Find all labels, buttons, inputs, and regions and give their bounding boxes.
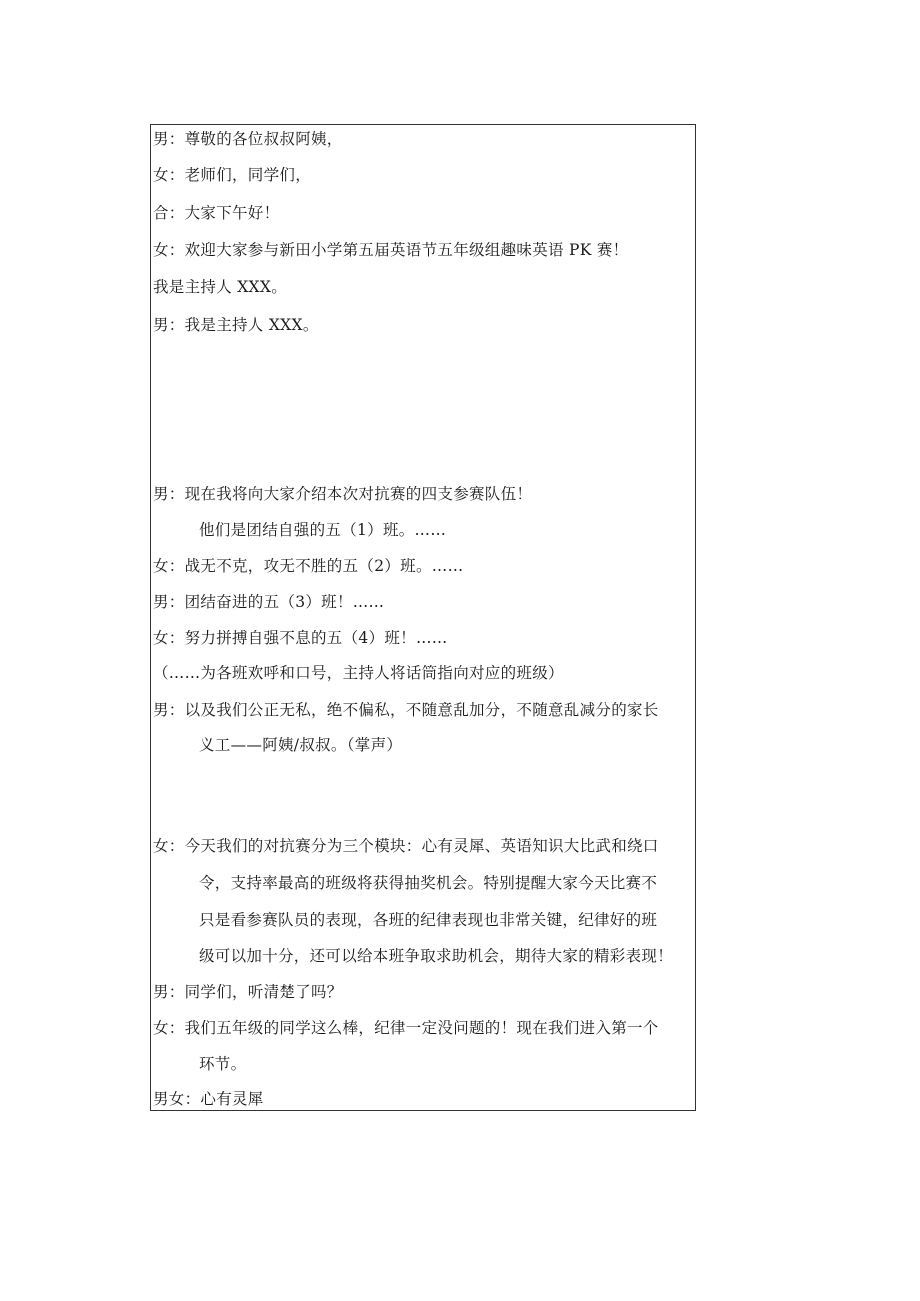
script-line: 级可以加十分，还可以给本班争取求助机会，期待大家的精彩表现！ — [199, 947, 674, 965]
script-line: 合：大家下午好！ — [153, 204, 280, 222]
script-line: 男：同学们，听清楚了吗？ — [153, 983, 343, 1001]
script-line: 女：我们五年级的同学这么棒，纪律一定没问题的！现在我们进入第一个 — [153, 1019, 659, 1037]
script-line: 男：尊敬的各位叔叔阿姨， — [153, 130, 343, 148]
script-line: 男女：心有灵犀 — [153, 1090, 264, 1108]
script-line: 男：我是主持人 XXX。 — [153, 316, 319, 334]
script-line: 我是主持人 XXX。 — [153, 278, 288, 296]
script-line: 女：今天我们的对抗赛分为三个模块：心有灵犀、英语知识大比武和绕口 — [153, 837, 659, 855]
script-table-cell — [150, 124, 696, 1111]
script-line: 女：欢迎大家参与新田小学第五届英语节五年级组趣味英语 PK 赛！ — [153, 241, 629, 259]
script-line: 只是看参赛队员的表现，各班的纪律表现也非常关键，纪律好的班 — [199, 911, 658, 929]
script-line: 女：战无不克，攻无不胜的五（2）班。…… — [153, 557, 464, 575]
script-line: 男：现在我将向大家介绍本次对抗赛的四支参赛队伍！ — [153, 485, 533, 503]
script-line: 女：努力拼搏自强不息的五（4）班！…… — [153, 629, 448, 647]
script-line: （……为各班欢呼和口号，主持人将话筒指向对应的班级） — [153, 664, 564, 682]
script-line: 义工——阿姨/叔叔。（掌声） — [199, 736, 403, 754]
script-line: 男：团结奋进的五（3）班！…… — [153, 593, 385, 611]
script-line: 女：老师们，同学们， — [153, 166, 312, 184]
script-line: 男：以及我们公正无私，绝不偏私，不随意乱加分，不随意乱减分的家长 — [153, 701, 659, 719]
script-line: 令，支持率最高的班级将获得抽奖机会。特别提醒大家今天比赛不 — [199, 874, 658, 892]
script-line: 环节。 — [199, 1055, 247, 1073]
script-line: 他们是团结自强的五（1）班。…… — [199, 521, 447, 539]
